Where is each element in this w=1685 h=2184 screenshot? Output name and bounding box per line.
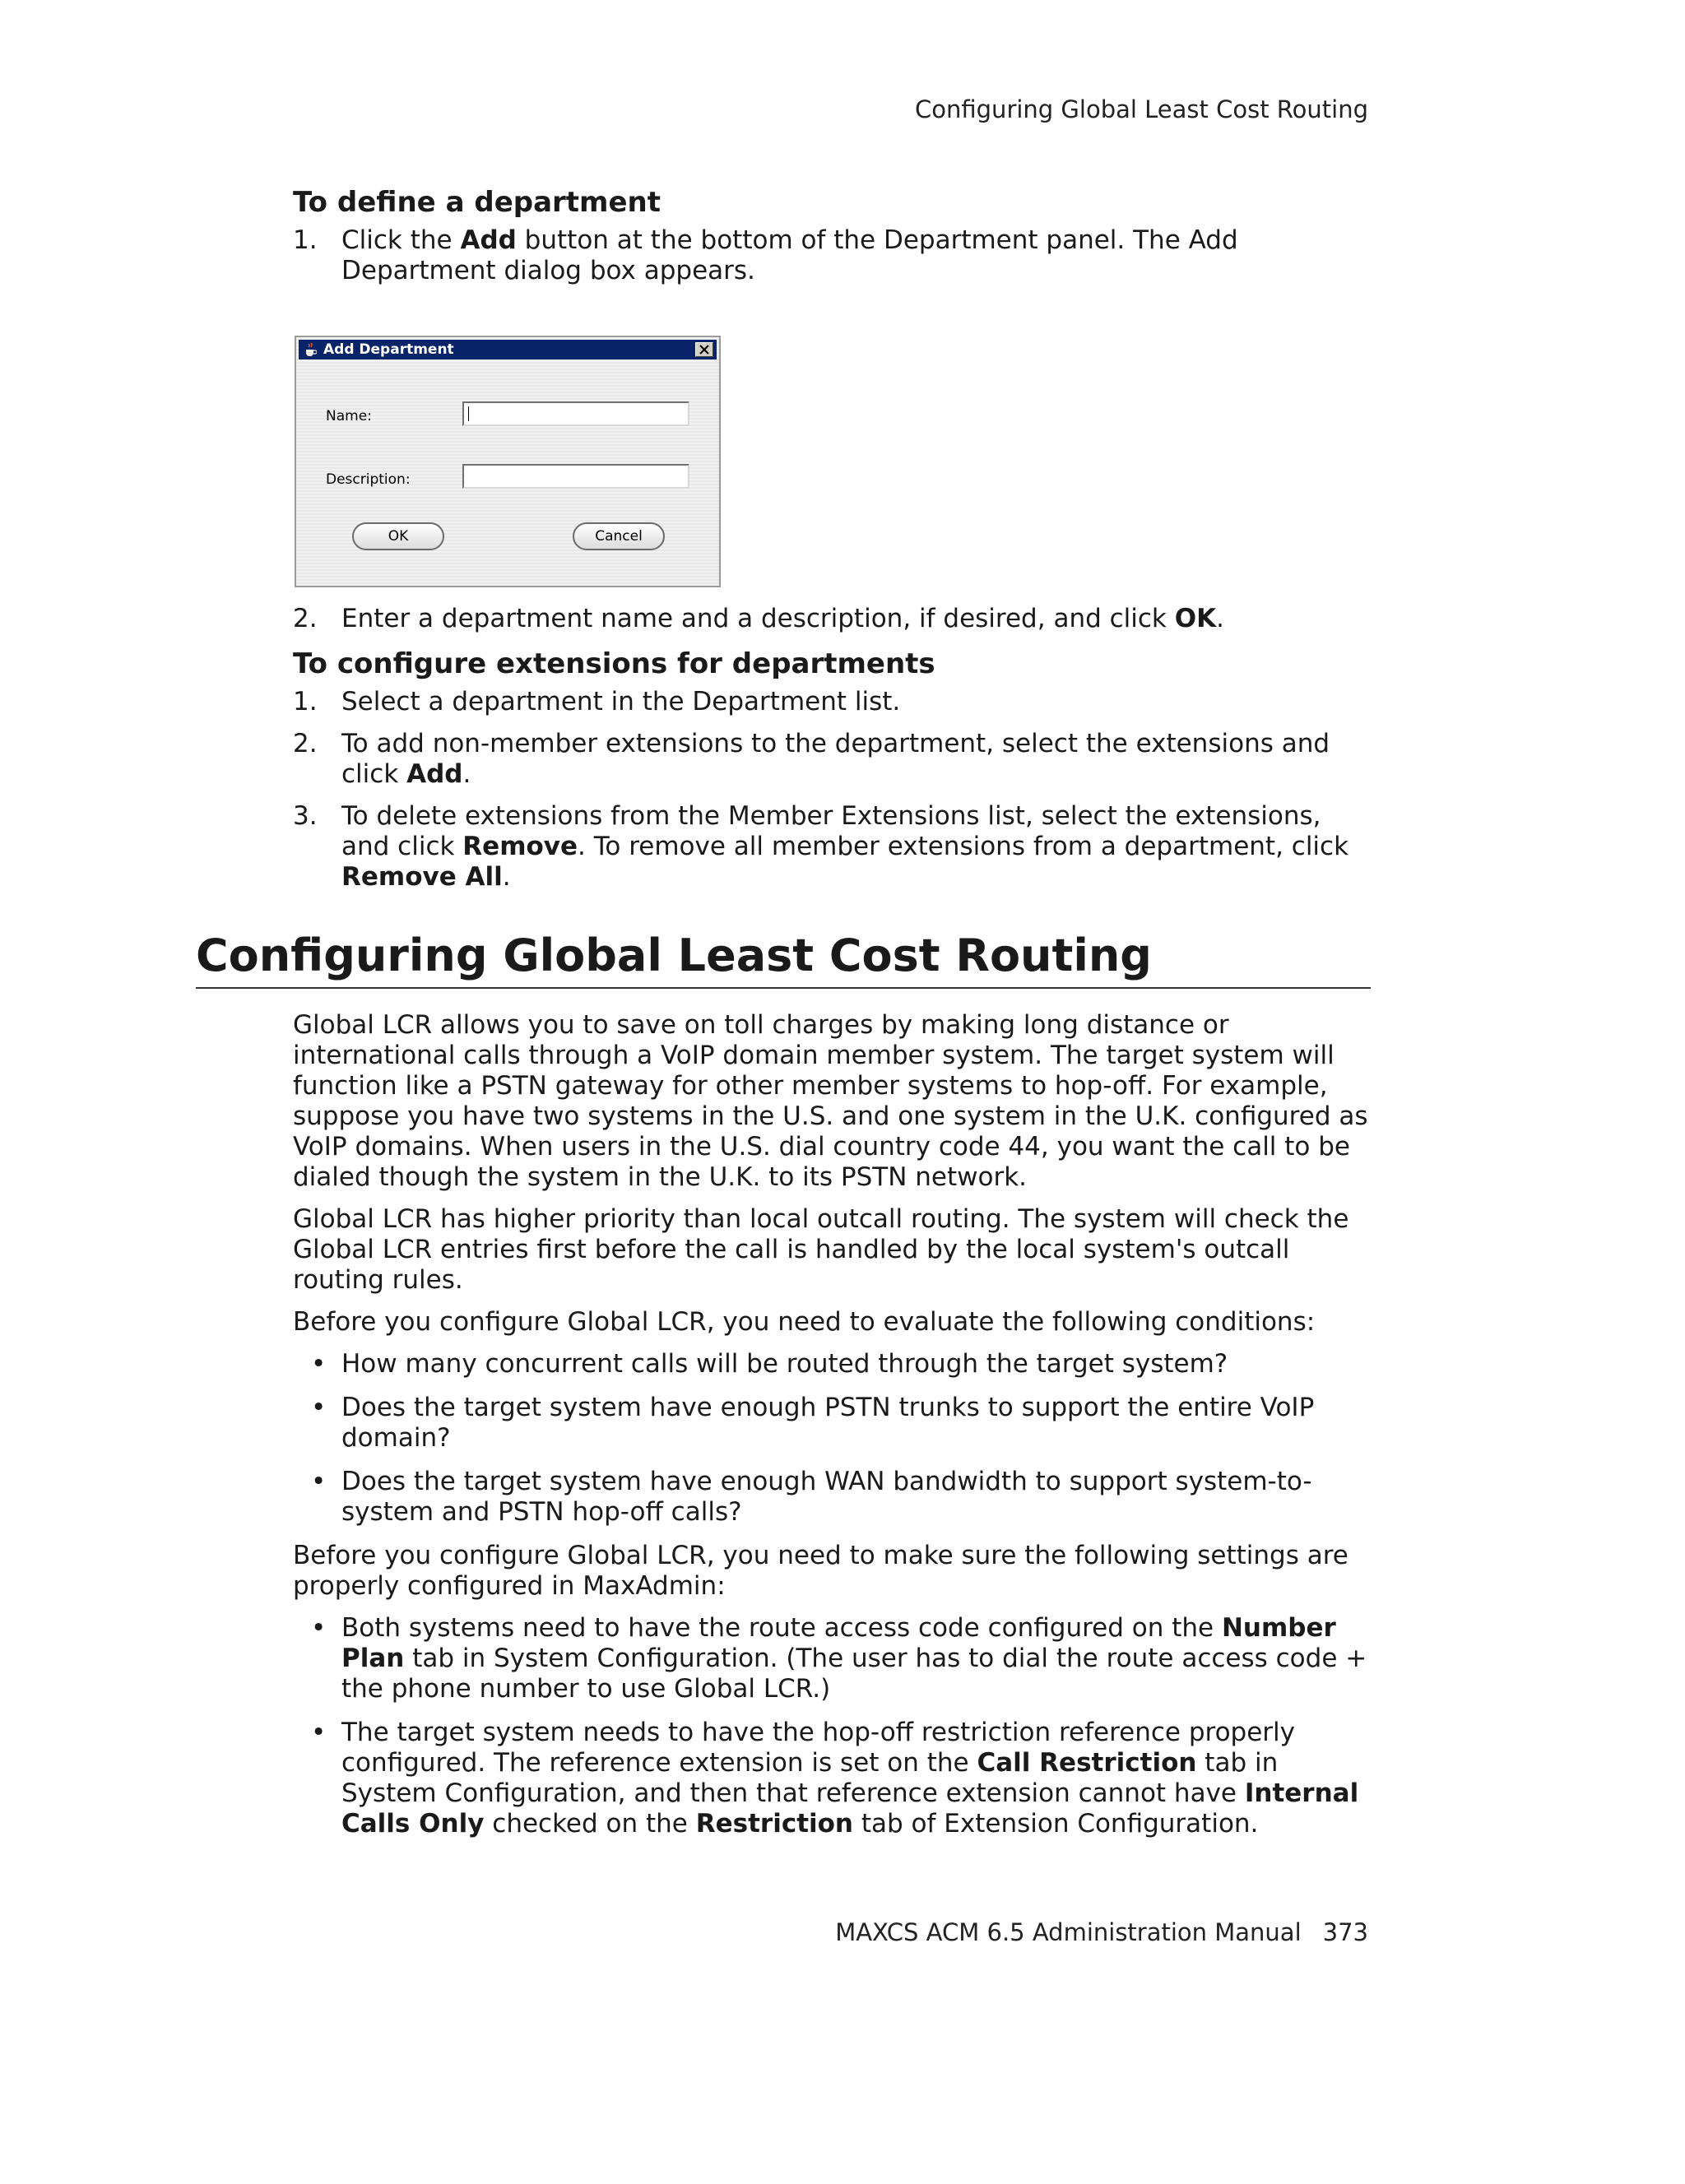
step-bold: Remove All xyxy=(341,862,503,892)
bullet-bold: Number Plan xyxy=(341,1613,1336,1673)
define-department-section xyxy=(293,186,1371,298)
step-text: Click the xyxy=(341,225,461,255)
step-text: . xyxy=(1216,604,1224,633)
bullet-text: tab in System Configuration. (The user has to dial the route access code + the phone number to use Global LCR.) xyxy=(341,1644,1367,1704)
step-text: button at the bottom of the Department panel. The Add Department dialog box appears. xyxy=(341,225,1238,285)
list-item xyxy=(293,1718,1371,1839)
bullet: • xyxy=(311,1613,327,1643)
dialog-title-bar[interactable] xyxy=(299,340,717,359)
bullet-bold: Call Restriction xyxy=(977,1748,1197,1778)
define-department-steps-2 xyxy=(293,604,1371,634)
bullet-text: Does the target system have enough WAN bandwidth to support system-to-system and PSTN hop-off calls? xyxy=(341,1467,1312,1527)
global-lcr-priority: Global LCR has higher priority than local outcall routing. The system will check the Global LCR entries first before the call is handled by the local system's outcall routing rules. xyxy=(293,1204,1349,1295)
step-bold: Add xyxy=(406,759,463,789)
dialog-title: Add Department xyxy=(323,341,454,358)
name-input[interactable] xyxy=(462,401,689,426)
list-item xyxy=(293,604,1371,634)
global-lcr-heading: Configuring Global Least Cost Routing xyxy=(196,930,1371,989)
bullet-text: tab in System Configuration, and then that reference extension cannot have xyxy=(341,1748,1279,1808)
bullet-text: Does the target system have enough PSTN trunks to support the entire VoIP domain? xyxy=(341,1393,1315,1453)
configure-extensions-steps xyxy=(293,687,1371,893)
step-bold: Add xyxy=(460,225,517,255)
bullet-text: Both systems need to have the route access code configured on the xyxy=(341,1613,1222,1643)
list-item xyxy=(293,225,1371,286)
list-item xyxy=(293,1349,1371,1379)
bullet: • xyxy=(311,1393,327,1422)
list-item xyxy=(293,1393,1371,1454)
manual-title: MAXCS ACM 6.5 Administration Manual xyxy=(835,1918,1302,1946)
description-label: Description: xyxy=(326,471,411,488)
step-bold: Remove xyxy=(462,832,578,861)
list-item xyxy=(293,687,1371,717)
step-text: Enter a department name and a description, if desired, and click xyxy=(341,604,1175,633)
java-cup-icon xyxy=(304,342,317,357)
running-header: Configuring Global Least Cost Routing xyxy=(915,95,1368,123)
page-footer xyxy=(835,1918,1368,1946)
cancel-button[interactable]: Cancel xyxy=(573,522,665,550)
step-text: . xyxy=(462,759,471,789)
department-steps-continued xyxy=(293,604,1371,904)
bullet-bold: Internal Calls Only xyxy=(341,1778,1359,1839)
global-lcr-heading-wrap xyxy=(196,930,1371,989)
define-department-heading: To define a department xyxy=(293,186,661,219)
list-item xyxy=(293,1467,1371,1528)
configure-extensions-heading: To configure extensions for departments xyxy=(293,647,935,680)
ok-button[interactable]: OK xyxy=(352,522,444,550)
step-text: Select a department in the Department list. xyxy=(341,687,901,716)
step-text: . xyxy=(502,862,511,892)
step-number: 3. xyxy=(293,801,318,831)
bullet-text: The target system needs to have the hop-off restriction reference properly configured. The reference extension is set on the xyxy=(341,1718,1295,1778)
close-icon xyxy=(699,345,709,355)
page-number: 373 xyxy=(1322,1918,1368,1946)
step-number: 1. xyxy=(293,687,318,716)
step-number: 2. xyxy=(293,604,318,633)
bullet-bold: Restriction xyxy=(695,1809,854,1839)
step-text: . To remove all member extensions from a department, click xyxy=(578,832,1349,861)
name-label: Name: xyxy=(326,408,372,424)
settings-list xyxy=(293,1613,1371,1839)
global-lcr-body xyxy=(293,1010,1371,1852)
bullet: • xyxy=(311,1349,327,1379)
step-text: To add non-member extensions to the department, select the extensions and click xyxy=(341,729,1330,789)
bullet-text: How many concurrent calls will be routed through the target system? xyxy=(341,1349,1228,1379)
text-caret xyxy=(468,406,469,421)
bullet: • xyxy=(311,1467,327,1496)
description-input[interactable] xyxy=(462,464,689,489)
step-bold: OK xyxy=(1174,604,1217,633)
define-department-steps xyxy=(293,225,1371,286)
bullet-text: checked on the xyxy=(484,1809,696,1839)
bullet: • xyxy=(311,1718,327,1747)
list-item xyxy=(293,801,1371,893)
list-item xyxy=(293,729,1371,790)
global-lcr-conditions-intro: Before you configure Global LCR, you need to evaluate the following conditions: xyxy=(293,1307,1316,1337)
global-lcr-settings-intro: Before you configure Global LCR, you need to make sure the following settings are properly configured in MaxAdmin: xyxy=(293,1541,1348,1601)
close-button[interactable] xyxy=(695,342,713,357)
step-text: To delete extensions from the Member Extensions list, select the extensions, and click xyxy=(341,801,1321,861)
conditions-list xyxy=(293,1349,1371,1528)
list-item xyxy=(293,1613,1371,1704)
global-lcr-intro: Global LCR allows you to save on toll charges by making long distance or international calls through a VoIP domain member system. The target system will function like a PSTN gateway for other member systems to hop-off. For example, suppose you have two systems in the U.S. and one system in the U.K. configured as VoIP domains. When users in the U.S. dial country code 44, you want the call to be dialed though the system in the U.K. to its PSTN network. xyxy=(293,1010,1368,1192)
add-department-dialog xyxy=(295,336,721,587)
step-number: 2. xyxy=(293,729,318,758)
step-number: 1. xyxy=(293,225,318,255)
bullet-text: tab of Extension Configuration. xyxy=(853,1809,1259,1839)
